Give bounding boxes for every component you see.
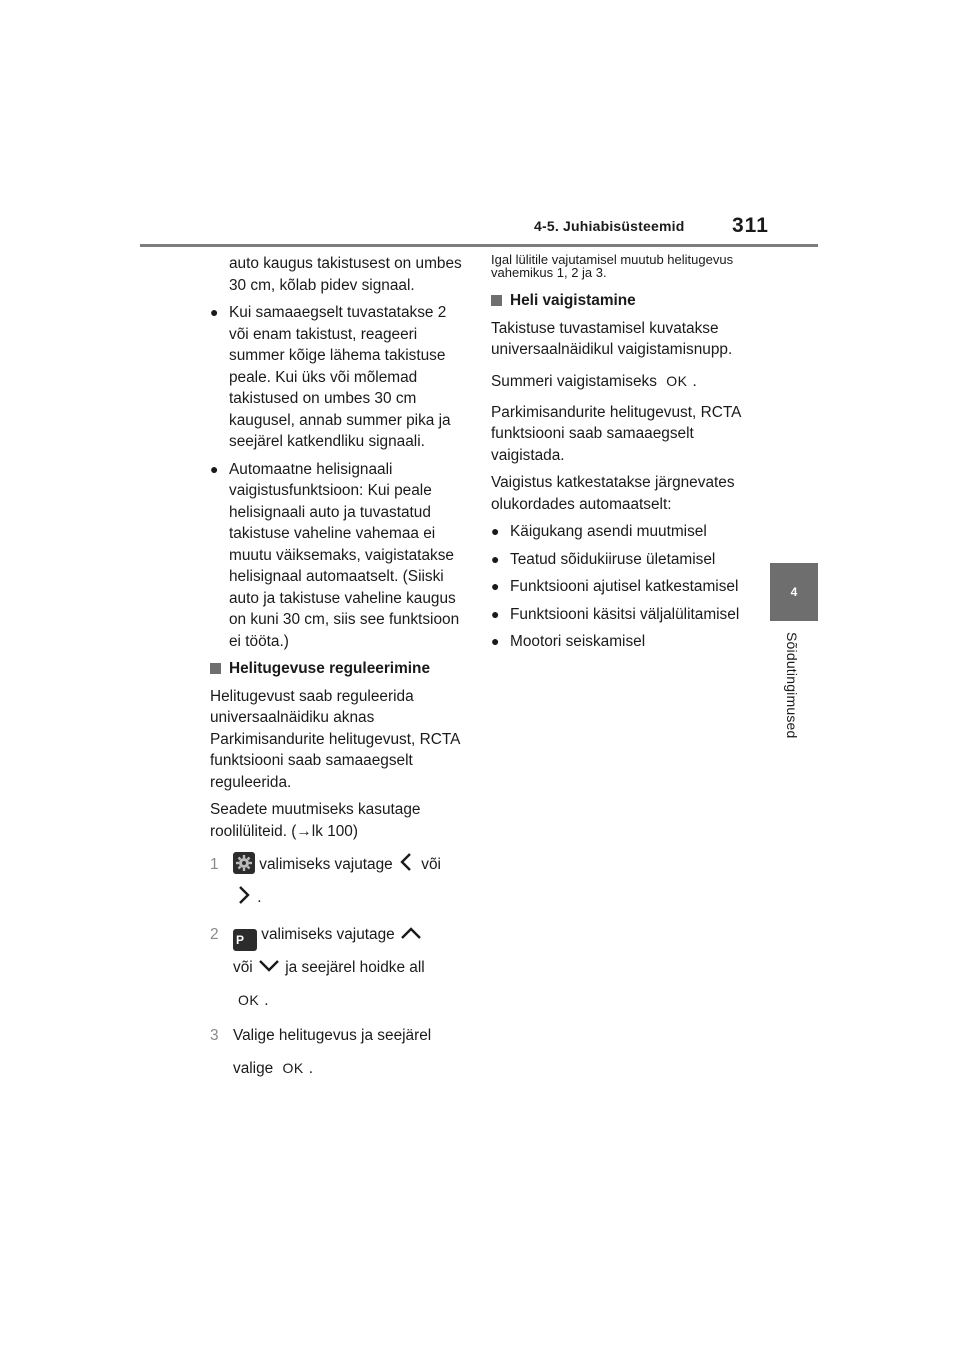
gear-icon [233, 852, 255, 874]
step-2-cont [210, 951, 468, 984]
chevron-up-icon [399, 923, 423, 943]
settings-paragraph [210, 799, 468, 842]
heading-text: Heli vaigistamine [510, 292, 636, 309]
step-1-cont [210, 881, 468, 914]
page-number: 311 [732, 214, 769, 237]
bullet-icon: ● [491, 578, 500, 594]
bullet-icon: ● [210, 304, 219, 320]
ok-button: OK [666, 372, 688, 389]
icon-label: P [236, 933, 245, 947]
list-item-text: Kui samaaegselt tuvastatakse 2 või enam takistust, reageeri summer kõige lähema takistuse peale. Kui üks või mõlemad takistused on umbes 30 cm kaugusel, annab summer pika ja seejärel katkendliku signaali. [229, 304, 451, 450]
mute-paragraph-3: Vaigistus katkestatakse järgnevates olukordades automaatselt: [491, 474, 735, 513]
bullet-icon: ● [491, 550, 500, 567]
step-2 [210, 918, 468, 951]
list-item [491, 521, 756, 543]
instruction-text: Summeri vaigistamiseks [491, 372, 657, 390]
list-item-text: Funktsiooni käsitsi väljalülitamisel [510, 605, 740, 623]
page-ref-arrow: → [296, 822, 312, 840]
list-item [210, 459, 468, 653]
bullet-icon: ● [491, 523, 500, 539]
step-3-cont [210, 1052, 468, 1085]
list-item-text: Funktsiooni ajutisel katkestamisel [510, 578, 739, 595]
mute-paragraph: Takistuse tuvastamisel kuvatakse universaalnäidikul vaigistamisnupp. [491, 319, 733, 358]
step-text: või [421, 856, 441, 873]
left-column [210, 253, 468, 1085]
step-text: valige [233, 1060, 274, 1077]
settings-text: Seadete muutmiseks kasutage roolilüliteid. ( [210, 801, 421, 840]
step-2-cont [210, 984, 468, 1017]
step-number: 2 [210, 926, 219, 943]
step-text: valimiseks vajutage [261, 926, 395, 943]
instruction-text: . [692, 372, 697, 390]
chevron-down-icon [257, 956, 281, 976]
parking-sensor-icon [233, 929, 257, 951]
chapter-label: Sõidutingimused [784, 632, 800, 739]
ok-button: OK [282, 1060, 304, 1076]
list-item [491, 631, 756, 653]
list-item [491, 604, 756, 626]
chapter-tab[interactable]: 4 [770, 563, 818, 621]
chevron-left-icon [397, 851, 417, 873]
right-column [491, 253, 756, 659]
volume-paragraph: Helitugevust saab reguleerida universaalnäidiku aknas Parkimisandurite helitugevust, RCTA funktsiooni saab samaaegselt reguleerida. [210, 687, 460, 791]
square-bullet-icon [491, 295, 502, 306]
step-text: . [308, 1060, 314, 1077]
list-item [491, 549, 756, 571]
list-item [210, 302, 468, 453]
volume-heading [210, 658, 468, 680]
step-number: 3 [210, 1027, 219, 1044]
section-title: 4-5. Juhiabisüsteemid [534, 218, 685, 234]
step-text: või [233, 959, 253, 976]
page-ref-link[interactable]: lk 100) [311, 822, 358, 840]
ok-button: OK [238, 992, 260, 1008]
step-number: 1 [210, 856, 219, 873]
mute-paragraph-2: Parkimisandurite helitugevust, RCTA funktsiooni saab samaaegselt vaigistada. [491, 403, 741, 464]
continued-text: auto kaugus takistusest on umbes 30 cm, kõlab pidev signaal. [229, 255, 462, 294]
bullet-icon: ● [210, 460, 219, 477]
step-1 [210, 848, 468, 881]
step-text: . [264, 992, 269, 1009]
list-item-text: Mootori seiskamisel [510, 633, 646, 650]
chevron-right-icon [233, 884, 253, 906]
step-text: ja seejärel hoidke all [285, 959, 425, 976]
bullet-icon: ● [491, 605, 500, 622]
list-item [491, 576, 756, 598]
header-divider [140, 244, 818, 247]
square-bullet-icon [210, 663, 221, 674]
list-item-text: Käigukang asendi muutmisel [510, 523, 707, 540]
step-text: . [257, 889, 262, 906]
list-item-text: Teatud sõidukiiruse ületamisel [510, 550, 716, 568]
heading-text: Helitugevuse reguleerimine [229, 660, 431, 677]
step-text: valimiseks vajutage [259, 856, 393, 873]
volume-note: Igal lülitile vajutamisel muutub helitugevus vahemikus 1, 2 ja 3. [491, 252, 734, 280]
step-3 [210, 1019, 468, 1052]
mute-heading [491, 290, 756, 312]
step-text: Valige helitugevus ja seejärel [233, 1027, 432, 1044]
bullet-icon: ● [491, 633, 500, 649]
list-item-text: Automaatne helisignaali vaigistusfunktsioon: Kui peale helisignaali auto ja tuvastatud takistuse vaheline vahemaa ei muutu väiksemaks, vaigistatakse helisignaal automaatselt. (Siiski auto ja takistuse vaheline kaugus on kuni 30 cm, siis see funktsioon ei tööta.) [229, 460, 460, 650]
mute-instruction [491, 367, 756, 396]
